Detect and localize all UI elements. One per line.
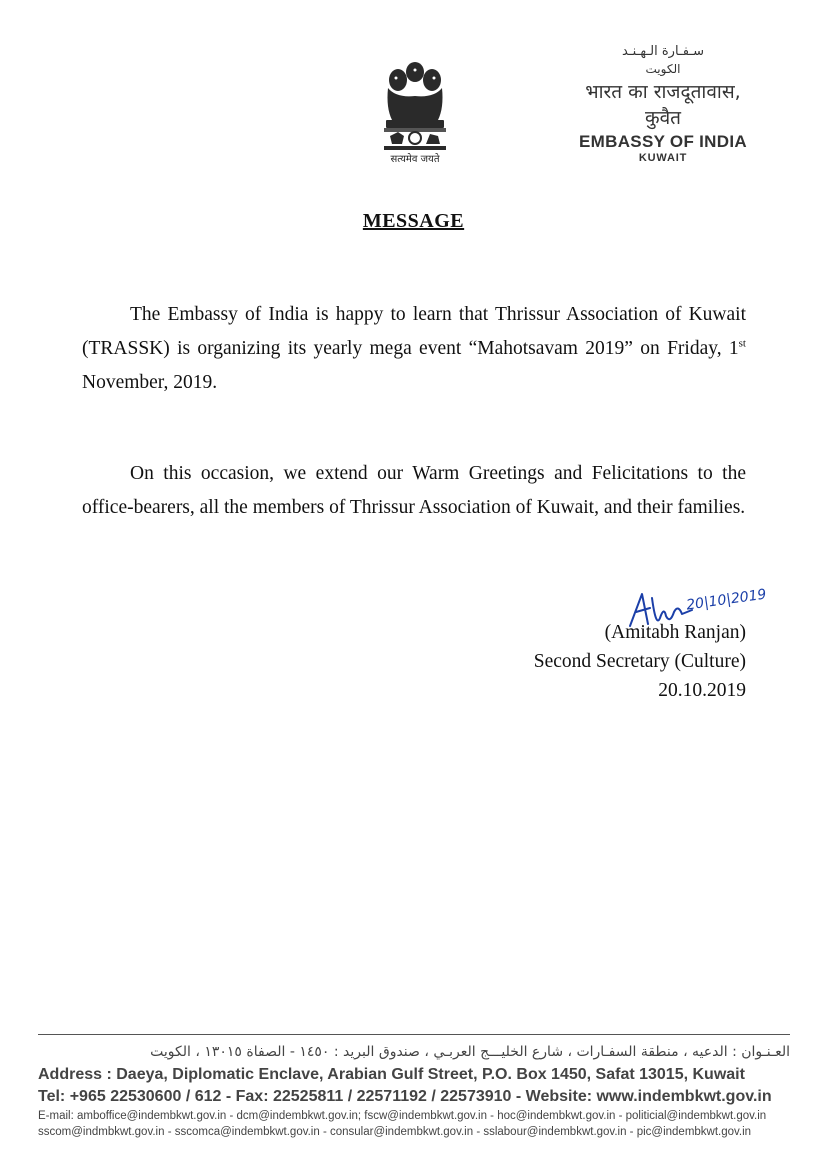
footer — [38, 1040, 790, 1140]
letterhead-arabic-kuwait: الكويت — [645, 62, 681, 76]
paragraph-1-text-end: November, 2019. — [82, 372, 218, 393]
footer-divider — [38, 1034, 790, 1035]
paragraph-1-text: The Embassy of India is happy to learn that Thrissur Association of Kuwait (TRASSK) is organizing its yearly mega event “Mahotsavam 2019” on Friday, 1 — [82, 304, 746, 359]
message-paragraph-1 — [82, 298, 746, 400]
letterhead-english-embassy: EMBASSY OF INDIA — [579, 132, 747, 151]
paragraph-2-text: On this occasion, we extend our Warm Greetings and Felicitations to the office-bearers, all the members of Thrissur Association of Kuwait, and their families. — [82, 463, 746, 518]
message-title: MESSAGE — [362, 210, 465, 232]
footer-email-2: sscom@indmbkwt.gov.in - sscomca@indembkwt.gov.in - consular@indembkwt.gov.in - sslabour@indembkwt.gov.in - pic@indembkwt.gov.in — [38, 1126, 752, 1138]
letterhead-hindi-embassy: भारत का राजदूतावास, — [585, 81, 741, 103]
emblem-motto: सत्यमेव जयते — [390, 154, 440, 165]
ordinal-suffix: st — [738, 337, 746, 350]
signatory-block — [534, 618, 746, 705]
letterhead-hindi-kuwait: कुवैत — [645, 107, 681, 129]
footer-address: Address : Daeya, Diplomatic Enclave, Arabian Gulf Street, P.O. Box 1450, Safat 13015, Kuwait — [38, 1066, 745, 1083]
signatory-name: (Amitabh Ranjan) — [604, 622, 746, 643]
footer-arabic-address: العـنـوان : الدعيه ، منطقة السفـارات ، شارع الخليـــج العربـي ، صندوق البريد : ١٤٥٠ - الصفاة ١٣٠١٥ ، الكويت — [150, 1044, 790, 1060]
message-paragraph-2 — [82, 457, 746, 525]
footer-contact: Tel: +965 22530600 / 612 - Fax: 22525811 / 22571192 / 22573910 - Website: www.indembkwt.gov.in — [38, 1088, 772, 1105]
footer-email-1: E-mail: amboffice@indembkwt.gov.in - dcm@indembkwt.gov.in; fscw@indembkwt.gov.in - hoc@indembkwt.gov.in - politicial@indembkwt.gov.in — [38, 1110, 767, 1122]
letterhead — [543, 44, 783, 164]
handwritten-date: 20|10|2019 — [685, 586, 768, 614]
state-emblem-icon — [374, 58, 456, 166]
letterhead-arabic-embassy: سـفـارة الـهـنـد — [621, 44, 704, 59]
signature-date: 20.10.2019 — [658, 680, 746, 701]
letterhead-english-kuwait: KUWAIT — [638, 152, 688, 164]
signatory-designation: Second Secretary (Culture) — [533, 651, 746, 672]
